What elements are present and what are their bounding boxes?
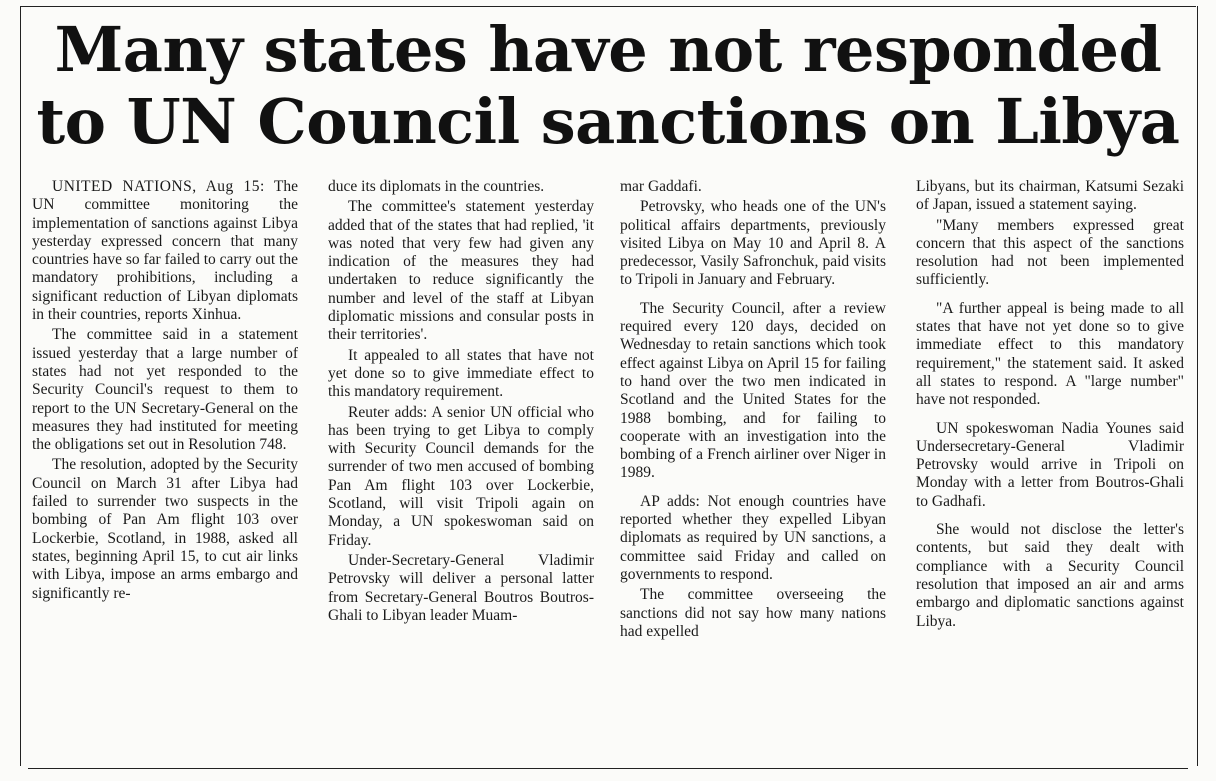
- paragraph: [32, 456, 298, 602]
- paragraph-text: UN spokeswoman Nadia Younes said Undersecretary-General Vladimir Petrovsky would arrive in Tripoli on Monday with a letter from Boutros-Ghali to Gadhafi.: [916, 419, 1184, 510]
- dateline: UNITED NATIONS, Aug 15:: [52, 178, 265, 195]
- paragraph-text: Reuter adds: A senior UN official who has been trying to get Libya to comply with Security Council demands for the surrender of two men accused of bombing Pan Am flight 103 over Lockerbie, Scotland, will visit Tripoli again on Monday, a UN spokeswoman said on Friday.: [328, 403, 594, 549]
- paragraph: [328, 404, 594, 550]
- paragraph: [916, 420, 1184, 511]
- paragraph: [620, 300, 886, 483]
- paragraph: [916, 521, 1184, 631]
- paragraph: [328, 552, 594, 625]
- paragraph: [328, 178, 594, 196]
- paragraph-text: "A further appeal is being made to all states that have not yet done so to give immediate effect to this mandatory requirement," the statement said. It asked all states to respond. A "large number" have not responded.: [916, 299, 1184, 409]
- paragraph: [916, 300, 1184, 410]
- paragraph-text: The Security Council, after a review required every 120 days, decided on Wednesday to retain sanctions which took effect against Libya on April 15 for failing to hand over the two men indicated in Scotland and the United States for the 1988 bombing, and for failing to cooperate with an investigation into the bombing of a French airliner over Niger in 1989.: [620, 299, 886, 482]
- text-column-3: [620, 178, 886, 768]
- paragraph-text: It appealed to all states that have not yet done so to give immediate effect to this mandatory requirement.: [328, 346, 594, 401]
- paragraph: [328, 347, 594, 402]
- paragraph-text: Under-Secretary-General Vladimir Petrovsky will deliver a personal latter from Secretary-General Boutros Boutros-Ghali to Libyan leader Muam-: [328, 551, 594, 624]
- bottom-rule: [28, 768, 1188, 769]
- headline: Many states have not responded to UN Council sanctions on Libya: [36, 13, 1180, 158]
- paragraph: [620, 198, 886, 289]
- paragraph-text: Libyans, but its chairman, Katsumi Sezaki of Japan, issued a statement saying.: [916, 178, 1184, 214]
- paragraph-text: AP adds: Not enough countries have reported whether they expelled Libyan diplomats as required by UN sanctions, a committee said Friday and called on governments to respond.: [620, 492, 886, 583]
- paragraph: [916, 217, 1184, 290]
- paragraph-text: She would not disclose the letter's contents, but said they dealt with compliance with a Security Council resolution that imposed an air and arms embargo and diplomatic sanctions against Libya.: [916, 521, 1184, 630]
- paragraph: [916, 178, 1184, 215]
- paragraph-text: "Many members expressed great concern that this aspect of the sanctions resolution had not been implemented sufficiently.: [916, 216, 1184, 289]
- paragraph-text: The resolution, adopted by the Security Council on March 31 after Libya had failed to surrender two suspects in the bombing of Pan Am flight 103 over Lockerbie, Scotland, in 1988, asked all states, beginning April 15, to cut air links with Libya, impose an arms embargo and significantly re-: [32, 456, 298, 602]
- paragraph-text: The committee said in a statement issued yesterday that a large number of states had not yet responded to the Security Council's request to them to report to the UN Secretary-General on the measures they had instituted for meeting the obligations set out in Resolution 748.: [32, 326, 298, 454]
- paragraph-text: mar Gaddafi.: [620, 178, 702, 195]
- paragraph-text: The UN committee monitoring the implementation of sanctions against Libya yesterday expressed concern that many countries have so far failed to carry out the mandatory prohibitions, including a significant reduction of Libyan diplomats in their countries, reports Xinhua.: [32, 178, 298, 324]
- paragraph-text: Petrovsky, who heads one of the UN's political affairs departments, previously visited Libya on May 10 and April 8. A predecessor, Vasily Safronchuk, paid visits to Tripoli in January and February.: [620, 198, 886, 289]
- paragraph: [32, 326, 298, 454]
- paragraph: [620, 178, 886, 196]
- paragraph-text: The committee's statement yesterday added that of the states that had replied, 'it was noted that very few had given any indication of the measures they had undertaken to reduce significantly the number and level of the staff at Libyan diplomatic missions and consular posts in their territories'.: [328, 198, 594, 344]
- text-column-4: [916, 178, 1184, 768]
- article-body: [26, 178, 1190, 768]
- paragraph-text: duce its diplomats in the countries.: [328, 178, 545, 195]
- text-column-1: [32, 178, 298, 768]
- paragraph: [620, 586, 886, 641]
- paragraph: [328, 198, 594, 344]
- paragraph-text: The committee overseeing the sanctions did not say how many nations had expelled: [620, 586, 886, 640]
- text-column-2: [328, 178, 594, 768]
- paragraph: [32, 178, 298, 324]
- paragraph: [620, 493, 886, 584]
